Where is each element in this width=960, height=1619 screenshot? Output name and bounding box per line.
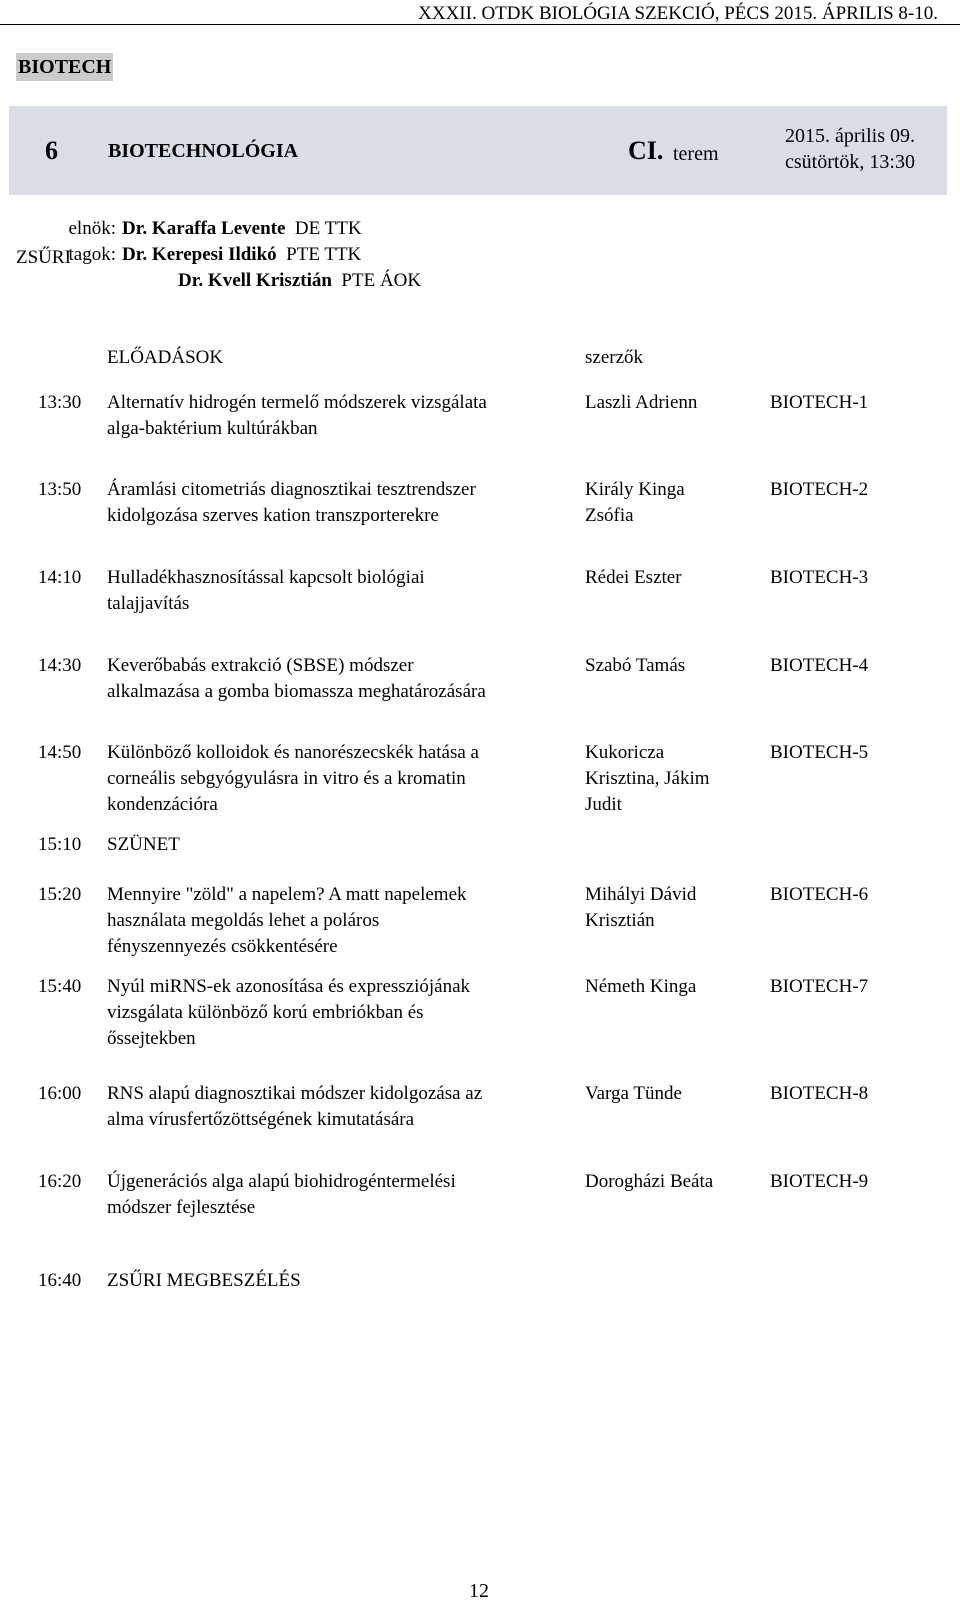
- talk-time: 15:20: [38, 884, 82, 905]
- talk-code: BIOTECH-9: [770, 1171, 869, 1192]
- talk-title: [107, 1169, 567, 1221]
- session-name: BIOTECHNOLÓGIA: [108, 140, 299, 162]
- talk-title: [107, 1081, 567, 1133]
- room-label: terem: [673, 143, 719, 165]
- talk-title: [107, 974, 567, 1052]
- talk-title: [107, 653, 567, 705]
- talk-author: [585, 740, 750, 818]
- jury-role: tagok:: [68, 244, 116, 265]
- jury-name: Dr. Kvell Krisztián: [178, 270, 332, 291]
- talk-title: [107, 882, 567, 960]
- talk-title-line: corneális sebgyógyulásra in vitro és a kromatin: [107, 768, 466, 789]
- break-label-line: SZÜNET: [107, 834, 180, 855]
- talk-author-line: Judit: [585, 794, 622, 815]
- talk-title-line: őssejtekben: [107, 1028, 196, 1049]
- talk-title: [107, 740, 567, 818]
- jury-name: Dr. Kerepesi Ildikó: [122, 244, 277, 265]
- jury-label: ZSŰRI: [16, 247, 71, 268]
- talk-author-line: Laszli Adrienn: [585, 392, 698, 413]
- talk-title-line: alkalmazása a gomba biomassza meghatározására: [107, 681, 486, 702]
- talk-author: [585, 974, 750, 1000]
- talk-author: [585, 1169, 750, 1195]
- authors-heading: szerzők: [585, 347, 644, 368]
- session-date-line: 2015. április 09.: [785, 125, 915, 147]
- talk-time: 13:50: [38, 479, 82, 500]
- talk-author: [585, 1081, 750, 1107]
- talk-author: [585, 565, 750, 591]
- room-code: CI.: [628, 136, 664, 165]
- talk-title-line: alga-baktérium kultúrákban: [107, 418, 318, 439]
- jury-name: Dr. Karaffa Levente: [122, 218, 286, 239]
- talk-author: [585, 882, 750, 934]
- talk-author-line: Dorogházi Beáta: [585, 1171, 714, 1192]
- talk-title-line: talajjavítás: [107, 593, 190, 614]
- talk-code: BIOTECH-6: [770, 884, 869, 905]
- talk-title-line: módszer fejlesztése: [107, 1197, 256, 1218]
- talk-time: 14:50: [38, 742, 82, 763]
- session-number: 6: [45, 136, 58, 165]
- section-tag: BIOTECH: [16, 53, 113, 81]
- talk-title-line: Áramlási citometriás diagnosztikai tesztrendszer: [107, 479, 476, 500]
- talk-code: BIOTECH-3: [770, 567, 869, 588]
- talk-author-line: Krisztina, Jákim: [585, 768, 710, 789]
- talk-title-line: kidolgozása szerves kation transzporterekre: [107, 505, 439, 526]
- talk-title-line: Hulladékhasznosítással kapcsolt biológiai: [107, 567, 425, 588]
- talk-author-line: Németh Kinga: [585, 976, 697, 997]
- header-rule: [0, 24, 960, 25]
- jury-affiliation: PTE ÁOK: [341, 270, 422, 291]
- jury-discussion-label: [107, 1268, 567, 1294]
- talk-author-line: Kukoricza: [585, 742, 665, 763]
- session-time-line: csütörtök, 13:30: [785, 151, 915, 173]
- jury-discussion-line: ZSŰRI MEGBESZÉLÉS: [107, 1270, 301, 1291]
- talk-author-line: Zsófia: [585, 505, 634, 526]
- talks-heading: ELŐADÁSOK: [107, 347, 224, 368]
- talk-title: [107, 565, 567, 617]
- talk-author-line: Király Kinga: [585, 479, 685, 500]
- talk-code: BIOTECH-4: [770, 655, 869, 676]
- talk-title-line: Alternatív hidrogén termelő módszerek vizsgálata: [107, 392, 487, 413]
- jury-discussion-time: 16:40: [38, 1270, 82, 1291]
- talk-code: BIOTECH-8: [770, 1083, 869, 1104]
- page-number: 12: [469, 1580, 489, 1602]
- talk-title: [107, 477, 567, 529]
- jury-role: elnök:: [68, 218, 116, 239]
- talk-author-line: Rédei Eszter: [585, 567, 682, 588]
- talk-author-line: Krisztián: [585, 910, 655, 931]
- talk-time: 13:30: [38, 392, 82, 413]
- talk-title-line: Nyúl miRNS-ek azonosítása és expressziójának: [107, 976, 471, 997]
- talk-code: BIOTECH-5: [770, 742, 869, 763]
- talk-time: 16:00: [38, 1083, 82, 1104]
- session-banner: [9, 106, 947, 195]
- talk-author: [585, 390, 750, 416]
- talk-author: [585, 653, 750, 679]
- talk-title-line: Keverőbabás extrakció (SBSE) módszer: [107, 655, 414, 676]
- jury-affiliation: PTE TTK: [286, 244, 362, 265]
- talk-time: 16:20: [38, 1171, 82, 1192]
- talk-title-line: Különböző kolloidok és nanorészecskék hatása a: [107, 742, 479, 763]
- talk-code: BIOTECH-2: [770, 479, 869, 500]
- talk-title-line: Újgenerációs alga alapú biohidrogéntermelési: [107, 1171, 456, 1192]
- talk-code: BIOTECH-1: [770, 392, 869, 413]
- session-date: [785, 123, 915, 175]
- break-label: [107, 832, 567, 858]
- talk-title-line: RNS alapú diagnosztikai módszer kidolgozása az: [107, 1083, 483, 1104]
- talk-author-line: Mihályi Dávid: [585, 884, 697, 905]
- talk-title-line: alma vírusfertőzöttségének kimutatására: [107, 1109, 415, 1130]
- talk-title-line: vizsgálata különböző korú embriókban és: [107, 1002, 424, 1023]
- talk-time: 15:40: [38, 976, 82, 997]
- talk-time: 14:10: [38, 567, 82, 588]
- talk-title: [107, 390, 567, 442]
- break-time: 15:10: [38, 834, 82, 855]
- talk-code: BIOTECH-7: [770, 976, 869, 997]
- talk-time: 14:30: [38, 655, 82, 676]
- talk-title-line: Mennyire "zöld" a napelem? A matt napelemek: [107, 884, 467, 905]
- talk-author: [585, 477, 750, 529]
- talk-title-line: kondenzációra: [107, 794, 218, 815]
- talk-title-line: fényszennyezés csökkentésére: [107, 936, 338, 957]
- jury-affiliation: DE TTK: [294, 218, 362, 239]
- running-header: XXXII. OTDK BIOLÓGIA SZEKCIÓ, PÉCS 2015. ÁPRILIS 8-10.: [418, 3, 938, 24]
- talk-title-line: használata megoldás lehet a poláros: [107, 910, 380, 931]
- talk-author-line: Szabó Tamás: [585, 655, 686, 676]
- talk-author-line: Varga Tünde: [585, 1083, 682, 1104]
